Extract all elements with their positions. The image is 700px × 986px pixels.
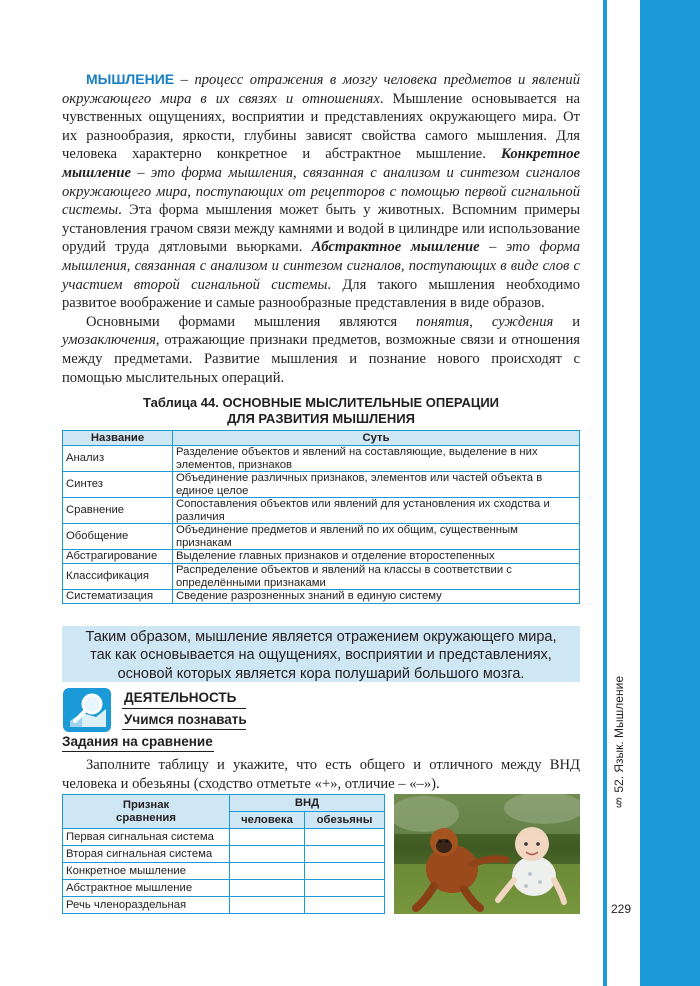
divider xyxy=(122,729,246,730)
table-row: Классификация Распределение объектов и явлений на классы в соответствии с определёнными признаками xyxy=(63,564,580,590)
side-band xyxy=(603,0,640,986)
photo-child-and-orangutan xyxy=(394,794,580,914)
intro-paragraph: МЫШЛЕНИЕ – процесс отражения в мозгу человека предметов и явлений окружающего мира в их связях и отношениях. Мышление основывается на чувственных ощущениях, восприятии и представлениях окружающего мира. От их разнообразия, яркости, глубины зависят свойства самого мышления. Для человека характерно конкретное и абстрактное мышление. Конкретное мышление – это форма мышления, связанная с анализом и синтезом сигналов окружающего мира, поступающих от рецепторов с помощью первой сигнальной системы. Эта форма мышления может быть у животных. Вспомним примеры установления грачом связи между камнями и водой в цилиндре или использование орудий труда дятловыми вьюрками. Абстрактное мышление – это форма мышления, связанная с анализом и синтезом сигналов, поступающих в виде слов с участием второй сигнальной системы. Для такого мышления необходимо развитое воображение и самые разнообразные представления в виде образов. xyxy=(62,71,580,312)
col-header-essence: Суть xyxy=(173,431,580,446)
table-row: Систематизация Сведение разрозненных знаний в единую систему xyxy=(63,590,580,604)
table-row: Абстрагирование Выделение главных признаков и отделение второстепенных xyxy=(63,550,580,564)
table-row: Анализ Разделение объектов и явлений на составляющие, выделение в них элементов, признаков xyxy=(63,446,580,472)
table-row: Речь членораздельная xyxy=(63,897,385,914)
side-accent-bar xyxy=(640,0,700,986)
page-number: 229 xyxy=(611,902,632,916)
divider xyxy=(122,708,246,709)
table-row: Сравнение Сопоставления объектов или явлений для установления их сходства и различия xyxy=(63,498,580,524)
answer-cell-human[interactable] xyxy=(230,863,305,880)
table-row: Обобщение Объединение предметов и явлений по их общим, существенным признакам xyxy=(63,524,580,550)
answer-cell-monkey[interactable] xyxy=(304,897,384,914)
col-header-feature: Признак сравнения xyxy=(63,795,230,829)
table-row: Первая сигнальная система xyxy=(63,829,385,846)
table-row: Синтез Объединение различных признаков, элементов или частей объекта в единое целое xyxy=(63,472,580,498)
tasks-title: Задания на сравнение xyxy=(62,734,213,749)
activity-heading: ДЕЯТЕЛЬНОСТЬ xyxy=(124,690,237,705)
operations-table xyxy=(62,430,580,604)
table-row: Вторая сигнальная система xyxy=(63,846,385,863)
answer-cell-monkey[interactable] xyxy=(304,880,384,897)
answer-cell-human[interactable] xyxy=(230,880,305,897)
answer-cell-human[interactable] xyxy=(230,897,305,914)
col-header-vnd: ВНД xyxy=(230,795,385,812)
thinking-definition: – процесс отражения в мозгу человека предметов и явлений окружающего мира в их связях и отношениях xyxy=(62,72,580,107)
answer-cell-monkey[interactable] xyxy=(304,846,384,863)
table-row: Конкретное мышление xyxy=(63,863,385,880)
answer-cell-monkey[interactable] xyxy=(304,829,384,846)
col-header-name: Название xyxy=(63,431,173,446)
answer-cell-human[interactable] xyxy=(230,846,305,863)
answer-cell-human[interactable] xyxy=(230,829,305,846)
running-title: § 52. Язык. Мышление xyxy=(612,676,626,810)
table-row: Абстрактное мышление xyxy=(63,880,385,897)
col-header-human: человека xyxy=(230,812,305,829)
answer-cell-monkey[interactable] xyxy=(304,863,384,880)
conclusion-box: Таким образом, мышление является отражением окружающего мира, так как основывается на ощущениях, восприятии и представлениях, основой которых является кора полушарий большого мозга. xyxy=(62,626,580,682)
forms-paragraph: Основными формами мышления являются понятия, суждения и умозаключения, отражающие признаки предметов, возможные связи и отношения между предметами. Развитие мышления и познание нового происходят с помощью мыслительных операций. xyxy=(62,313,580,386)
term-thinking: МЫШЛЕНИЕ xyxy=(86,71,175,87)
activity-subheading: Учимся познавать xyxy=(124,712,247,727)
divider xyxy=(62,751,214,752)
table-title: Таблица 44. ОСНОВНЫЕ МЫСЛИТЕЛЬНЫЕ ОПЕРАЦИИ ДЛЯ РАЗВИТИЯ МЫШЛЕНИЯ xyxy=(142,395,500,426)
main-text xyxy=(62,70,580,387)
col-header-monkey: обезьяны xyxy=(304,812,384,829)
term-abstract-thinking: Абстрактное мышление xyxy=(311,239,480,256)
term-concrete-thinking: Конкретное мышление xyxy=(62,146,580,181)
comparison-table xyxy=(62,794,385,914)
task-instruction: Заполните таблицу и укажите, что есть общего и отличного между ВНД человека и обезьяны (сходство отметьте «+», отличие – «–»). xyxy=(62,757,580,792)
magnifier-map-icon xyxy=(62,687,112,733)
